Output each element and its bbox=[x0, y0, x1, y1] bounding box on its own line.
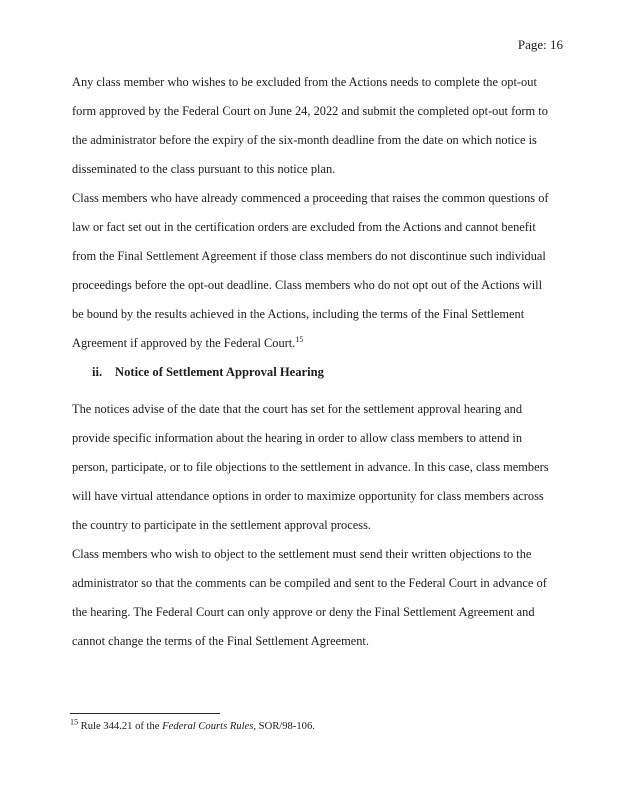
text-line: Agreement if approved by the Federal Court.$^{15}$ bbox=[72, 334, 304, 350]
text-line: administrator so that the comments can be compiled and sent to the Federal Court in advance of bbox=[72, 576, 547, 590]
text-line: the hearing. The Federal Court can only approve or deny the Final Settlement Agreement and bbox=[72, 605, 535, 619]
text-line: Class members who wish to object to the settlement must send their written objections to the bbox=[72, 547, 532, 561]
text-line: law or fact set out in the certification orders are excluded from the Actions and cannot benefit bbox=[72, 220, 536, 234]
text-line: proceedings before the opt-out deadline. Class members who do not opt out of the Actions will bbox=[72, 278, 543, 292]
heading-text: Notice of Settlement Approval Hearing bbox=[115, 365, 324, 379]
section-heading bbox=[72, 358, 566, 387]
heading-number: ii. bbox=[92, 365, 103, 379]
paragraph bbox=[72, 184, 566, 358]
paragraph bbox=[72, 68, 566, 184]
document-body bbox=[72, 68, 566, 656]
text-line: cannot change the terms of the Final Settlement Agreement. bbox=[72, 634, 369, 648]
footnote-segment: , SOR/98-106. bbox=[253, 721, 315, 732]
text-line: The notices advise of the date that the court has set for the settlement approval hearing and bbox=[72, 402, 523, 416]
footnote-reference: 15 bbox=[295, 334, 304, 344]
text-line: from the Final Settlement Agreement if those class members do not discontinue such individual bbox=[72, 249, 546, 263]
text-line: form approved by the Federal Court on June 24, 2022 and submit the completed opt-out form to bbox=[72, 104, 548, 118]
footnote-marker: 15 bbox=[70, 717, 78, 727]
text-line: Any class member who wishes to be excluded from the Actions needs to complete the opt-out bbox=[72, 75, 537, 89]
footnote-text bbox=[70, 717, 570, 734]
footnote-segment: Rule 344.21 of the bbox=[78, 721, 163, 732]
footnote-section bbox=[70, 713, 570, 734]
text-line: person, participate, or to file objections to the settlement in advance. In this case, class members bbox=[72, 460, 549, 474]
text-line: provide specific information about the hearing in order to allow class members to attend in bbox=[72, 431, 523, 445]
footnote-separator bbox=[70, 713, 220, 714]
text-line: Class members who have already commenced a proceeding that raises the common questions of bbox=[72, 191, 549, 205]
page-number-label: Page: 16 bbox=[517, 37, 563, 52]
text-line: disseminated to the class pursuant to this notice plan. bbox=[72, 162, 336, 176]
footnote-segment: Federal Courts Rules bbox=[162, 721, 254, 732]
text-line: the country to participate in the settlement approval process. bbox=[72, 518, 371, 532]
text-line: the administrator before the expiry of the six-month deadline from the date on which notice is bbox=[72, 133, 537, 147]
paragraph bbox=[72, 395, 566, 540]
text-line: will have virtual attendance options in order to maximize opportunity for class members across bbox=[72, 489, 544, 503]
paragraph bbox=[72, 540, 566, 656]
text-line: be bound by the results achieved in the Actions, including the terms of the Final Settlement bbox=[72, 307, 525, 321]
